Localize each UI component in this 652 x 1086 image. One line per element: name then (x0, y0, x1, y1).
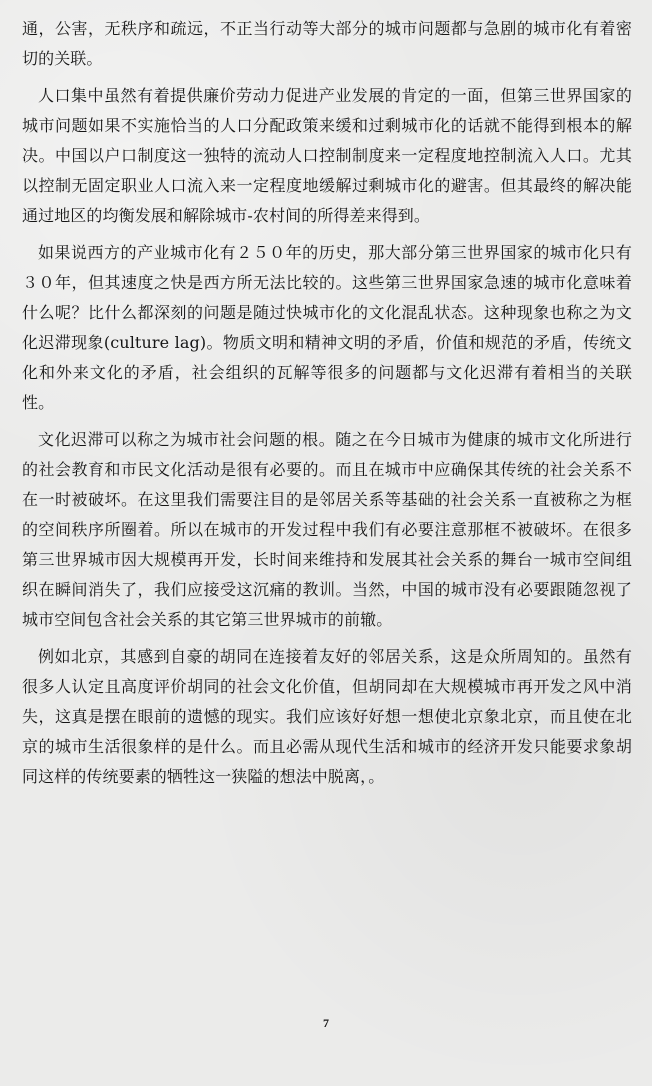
paragraph-1: 通，公害，无秩序和疏远，不正当行动等大部分的城市问题都与急剧的城市化有着密切的关联。 (22, 19, 632, 68)
paragraph-2: 人口集中虽然有着提供廉价劳动力促进产业发展的肯定的一面，但第三世界国家的城市问题如果不实施恰当的人口分配政策来缓和过剩城市化的话就不能得到根本的解决。中国以户口制度这一独特的流动人口控制制度来一定程度地控制流入人口。尤其以控制无固定职业人口流入来一定程度地缓解过剩城市化的避害。但其最终的解决能通过地区的均衡发展和解除城市-农村间的所得差来得到。 (22, 86, 632, 225)
paragraph-5: 例如北京，其感到自豪的胡同在连接着友好的邻居关系，这是众所周知的。虽然有很多人认定且高度评价胡同的社会文化价值，但胡同却在大规模城市再开发之风中消失，这真是摆在眼前的遗憾的现实。我们应该好好想一想使北京象北京，而且使在北京的城市生活很象样的是什么。而且必需从现代生活和城市的经济开发只能要求象胡同这样的传统要素的牺牲这一狭隘的想法中脱离，。 (22, 647, 632, 786)
document-body (22, 14, 632, 799)
paragraph-4: 文化迟滞可以称之为城市社会问题的根。随之在今日城市为健康的城市文化所进行的社会教育和市民文化活动是很有必要的。而且在城市中应确保其传统的社会关系不在一时被破坏。在这里我们需要注目的是邻居关系等基础的社会关系一直被称之为框的空间秩序所圈着。所以在城市的开发过程中我们有必要注意那框不被破坏。在很多第三世界城市因大规模再开发，长时间来维持和发展其社会关系的舞台一城市空间组织在瞬间消失了，我们应接受这沉痛的教训。当然，中国的城市没有必要跟随忽视了城市空间包含社会关系的其它第三世界城市的前辙。 (22, 430, 632, 629)
paragraph-3: 如果说西方的产业城市化有２５０年的历史，那大部分第三世界国家的城市化只有３０年，但其速度之快是西方所无法比较的。这些第三世界国家急速的城市化意味着什么呢？比什么都深刻的问题是随过快城市化的文化混乱状态。这种现象也称之为文化迟滞现象(culture lag)。物质文明和精神文明的矛盾，价值和规范的矛盾，传统文化和外来文化的矛盾，社会组织的瓦解等很多的问题都与文化迟滞有着相当的关联性。 (22, 243, 632, 412)
page-number: 7 (323, 1016, 329, 1030)
